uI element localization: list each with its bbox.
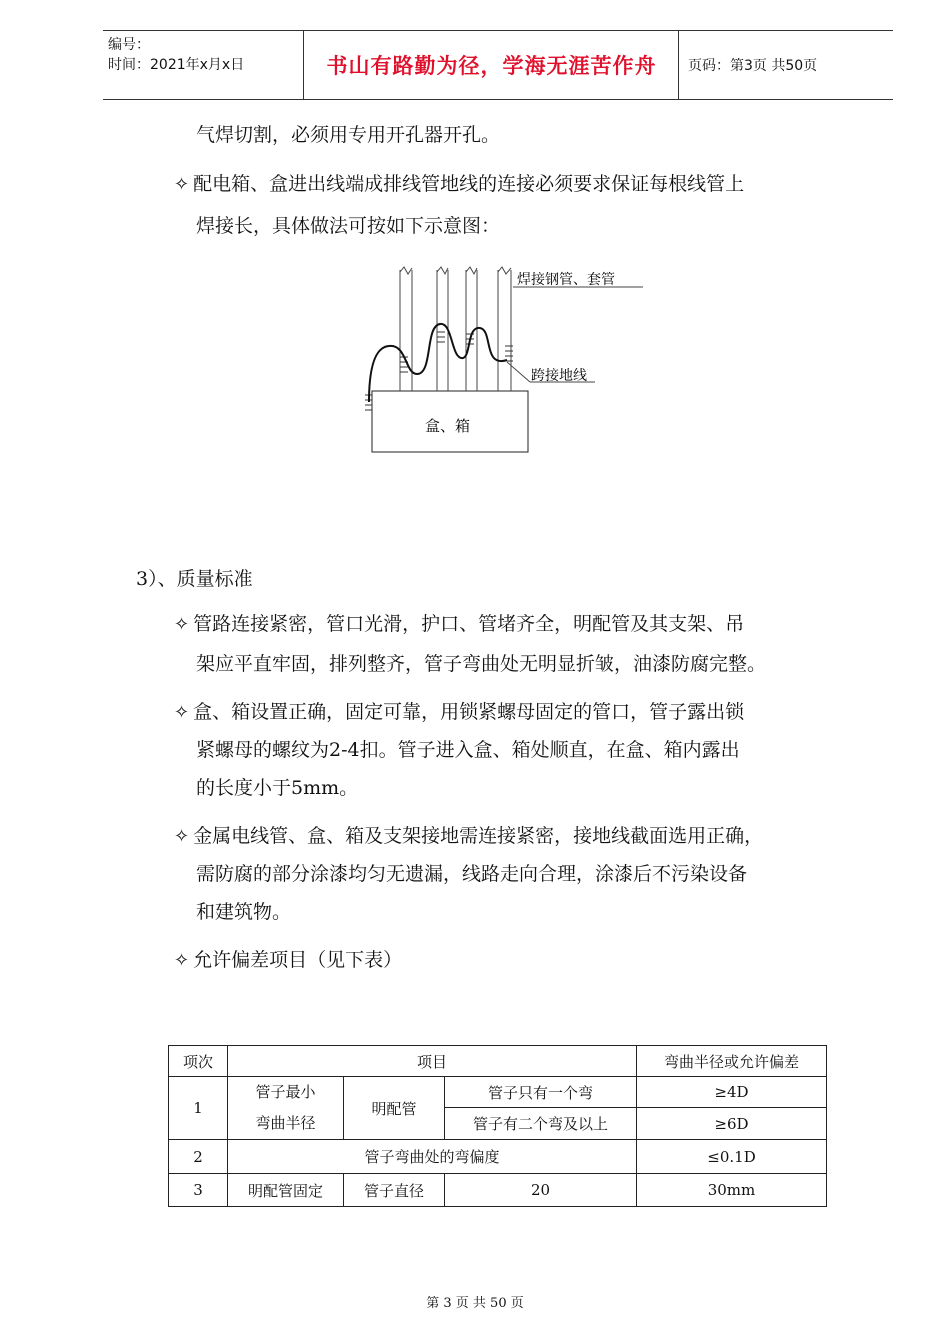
table-cell: 30mm [637, 1174, 827, 1207]
time-label: 时间：2021年x月x日 [108, 57, 245, 73]
header-motto: 书山有路勤为径，学海无涯苦作舟 [326, 54, 657, 78]
weld-pipe-label: 焊接钢管、套管 [517, 272, 615, 288]
table-cell: 20 [445, 1174, 637, 1207]
diamond-bullet-icon: ✧ [174, 702, 190, 723]
table-cell: 管子有二个弯及以上 [445, 1108, 637, 1140]
para-line [174, 948, 402, 973]
para-line [174, 700, 744, 725]
body-line: 气焊切割，必须用专用开孔器开孔。 [196, 124, 501, 146]
box-label: 盒、箱 [425, 417, 471, 435]
table-cell: ≥4D [637, 1077, 827, 1108]
para-line [174, 172, 744, 197]
para-text: 允许偏差项目（见下表） [193, 949, 403, 971]
para-line: 焊接长，具体做法可按如下示意图： [196, 215, 501, 237]
para-text: 金属电线管、盒、箱及支架接地需连接紧密，接地线截面选用正确， [193, 825, 764, 847]
header-divider [303, 31, 304, 99]
table-cell: 明配管固定 [228, 1174, 344, 1207]
table-row [169, 1174, 827, 1207]
header-divider [678, 31, 679, 99]
table-cell: ≤0.1D [637, 1140, 827, 1174]
table-cell: 2 [169, 1140, 228, 1174]
header-cell: 项次 [169, 1046, 228, 1077]
cell-text: 弯曲半径 [255, 1114, 316, 1132]
leader-line [507, 362, 530, 382]
diamond-bullet-icon: ✧ [174, 174, 190, 195]
para-line: 的长度小于5mm。 [196, 777, 359, 799]
para-line: 架应平直牢固，排列整齐，管子弯曲处无明显折皱，油漆防腐完整。 [196, 653, 767, 675]
page-header [103, 30, 893, 100]
table-header-row [169, 1046, 827, 1077]
table-cell: 管子只有一个弯 [445, 1077, 637, 1108]
grounding-diagram [355, 262, 655, 457]
para-line: 紧螺母的螺纹为2-4扣。管子进入盒、箱处顺直，在盒、箱内露出 [196, 739, 740, 761]
table-cell: 管子直径 [344, 1174, 445, 1207]
para-line: 和建筑物。 [196, 901, 292, 923]
para-line: 需防腐的部分涂漆均匀无遗漏，线路走向合理，涂漆后不污染设备 [196, 863, 748, 885]
para-line [174, 824, 763, 849]
header-page-label: 页码：第3页 共50页 [688, 58, 818, 74]
cell-text: 管子最小 [255, 1083, 316, 1101]
header-meta [108, 35, 244, 75]
diamond-bullet-icon: ✧ [174, 826, 190, 847]
section-title: 3）、质量标准 [136, 568, 253, 590]
para-line [174, 612, 744, 637]
table-cell [228, 1077, 344, 1140]
table-row [169, 1140, 827, 1174]
page-footer: 第 3 页 共 50 页 [426, 1296, 524, 1311]
code-label: 编号： [108, 37, 150, 53]
table-cell: ≥6D [637, 1108, 827, 1140]
tolerance-table [168, 1045, 827, 1207]
para-text: 盒、箱设置正确，固定可靠，用锁紧螺母固定的管口，管子露出锁 [193, 701, 745, 723]
table-row [169, 1077, 827, 1108]
header-cell: 项目 [228, 1046, 637, 1077]
para-text: 管路连接紧密，管口光滑，护口、管堵齐全，明配管及其支架、吊 [193, 613, 745, 635]
weld-marks [365, 332, 513, 410]
table-cell: 明配管 [344, 1077, 445, 1140]
diamond-bullet-icon: ✧ [174, 614, 190, 635]
pipes [400, 267, 511, 391]
jumper-label: 跨接地线 [531, 368, 587, 384]
header-cell: 弯曲半径或允许偏差 [637, 1046, 827, 1077]
table-cell: 1 [169, 1077, 228, 1140]
diamond-bullet-icon: ✧ [174, 950, 190, 971]
jumper-wire [369, 324, 507, 402]
table-cell: 管子弯曲处的弯偏度 [228, 1140, 637, 1174]
table-cell: 3 [169, 1174, 228, 1207]
para-text: 配电箱、盒进出线端成排线管地线的连接必须要求保证每根线管上 [193, 173, 745, 195]
